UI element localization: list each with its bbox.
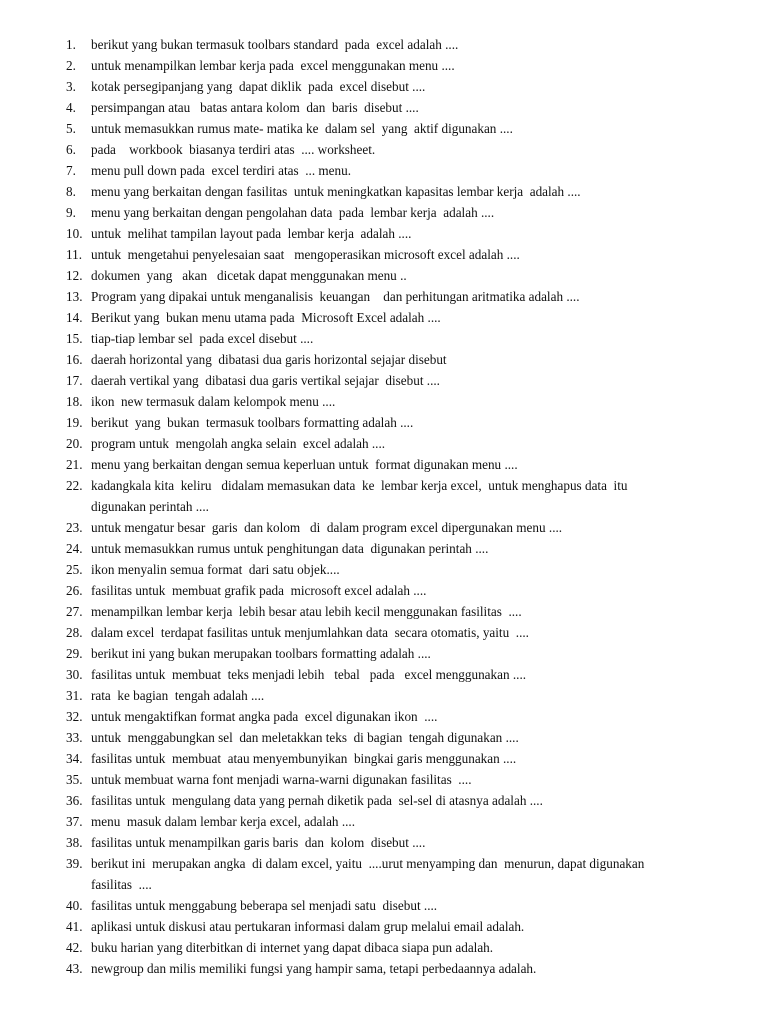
question-number: 27. (66, 604, 83, 619)
question-item (0, 181, 768, 202)
question-text: menu yang berkaitan dengan pengolahan data pada lembar kerja adalah .... (91, 205, 495, 220)
question-text: fasilitas untuk menampilkan garis baris dan kolom disebut .... (91, 835, 426, 850)
question-item (0, 790, 768, 811)
question-number: 35. (66, 772, 83, 787)
question-item (0, 55, 768, 76)
question-number: 12. (66, 268, 83, 283)
question-item (0, 664, 768, 685)
question-item (0, 937, 768, 958)
question-text: untuk memasukkan rumus mate- matika ke dalam sel yang aktif digunakan .... (91, 121, 513, 136)
question-text: untuk membuat warna font menjadi warna-warni digunakan fasilitas .... (91, 772, 472, 787)
question-number: 11. (66, 247, 82, 262)
question-number: 23. (66, 520, 83, 535)
question-text: fasilitas untuk membuat atau menyembunyikan bingkai garis menggunakan .... (91, 751, 517, 766)
question-number: 20. (66, 436, 83, 451)
question-item (0, 475, 768, 496)
question-item (0, 811, 768, 832)
question-text: daerah vertikal yang dibatasi dua garis vertikal sejajar disebut .... (91, 373, 440, 388)
question-text: buku harian yang diterbitkan di internet yang dapat dibaca siapa pun adalah. (91, 940, 494, 955)
question-number: 31. (66, 688, 83, 703)
question-item (0, 685, 768, 706)
question-item (0, 307, 768, 328)
question-text: menampilkan lembar kerja lebih besar atau lebih kecil menggunakan fasilitas .... (91, 604, 522, 619)
question-number: 29. (66, 646, 83, 661)
question-item (0, 517, 768, 538)
question-item (0, 223, 768, 244)
question-text: untuk menampilkan lembar kerja pada excel menggunakan menu .... (91, 58, 455, 73)
question-item (0, 139, 768, 160)
question-number: 22. (66, 478, 83, 493)
question-item (0, 643, 768, 664)
question-text: berikut yang bukan termasuk toolbars standard pada excel adalah .... (91, 37, 459, 52)
question-item (0, 76, 768, 97)
question-item (0, 706, 768, 727)
question-text: rata ke bagian tengah adalah .... (91, 688, 265, 703)
question-number: 24. (66, 541, 83, 556)
question-text: berikut ini yang bukan merupakan toolbars formatting adalah .... (91, 646, 431, 661)
question-number: 19. (66, 415, 83, 430)
question-text: untuk mengatur besar garis dan kolom di dalam program excel dipergunakan menu .... (91, 520, 563, 535)
question-item (0, 265, 768, 286)
question-text: Berikut yang bukan menu utama pada Microsoft Excel adalah .... (91, 310, 441, 325)
question-text: untuk menggabungkan sel dan meletakkan teks di bagian tengah digunakan .... (91, 730, 519, 745)
question-text: menu pull down pada excel terdiri atas ... menu. (91, 163, 352, 178)
question-item (0, 433, 768, 454)
question-item (0, 118, 768, 139)
question-text: berikut ini merupakan angka di dalam excel, yaitu ....urut menyamping dan menurun, dapat digunakan (91, 856, 645, 871)
question-item (0, 202, 768, 223)
question-number: 42. (66, 940, 83, 955)
question-number: 17. (66, 373, 83, 388)
question-item (0, 601, 768, 622)
question-text: persimpangan atau batas antara kolom dan baris disebut .... (91, 100, 419, 115)
question-item (0, 34, 768, 55)
question-text: dalam excel terdapat fasilitas untuk menjumlahkan data secara otomatis, yaitu .... (91, 625, 529, 640)
question-item (0, 412, 768, 433)
question-number: 37. (66, 814, 83, 829)
question-text: ikon menyalin semua format dari satu objek.... (91, 562, 340, 577)
question-number: 1. (66, 37, 76, 52)
question-item (0, 328, 768, 349)
question-text: daerah horizontal yang dibatasi dua garis horizontal sejajar disebut (91, 352, 447, 367)
question-number: 32. (66, 709, 83, 724)
question-number: 21. (66, 457, 83, 472)
question-item (0, 769, 768, 790)
question-number: 33. (66, 730, 83, 745)
question-text: aplikasi untuk diskusi atau pertukaran informasi dalam grup melalui email adalah. (91, 919, 525, 934)
question-item (0, 580, 768, 601)
question-text: menu yang berkaitan dengan semua keperluan untuk format digunakan menu .... (91, 457, 518, 472)
question-text: tiap-tiap lembar sel pada excel disebut .... (91, 331, 314, 346)
question-number: 18. (66, 394, 83, 409)
question-text: fasilitas untuk mengulang data yang pernah diketik pada sel-sel di atasnya adalah .... (91, 793, 543, 808)
question-text: program untuk mengolah angka selain excel adalah .... (91, 436, 386, 451)
question-item (0, 370, 768, 391)
question-text: fasilitas untuk membuat grafik pada microsoft excel adalah .... (91, 583, 427, 598)
question-number: 15. (66, 331, 83, 346)
question-text: fasilitas untuk membuat teks menjadi lebih tebal pada excel menggunakan .... (91, 667, 527, 682)
question-item (0, 538, 768, 559)
question-item (0, 832, 768, 853)
question-text: kadangkala kita keliru didalam memasukan data ke lembar kerja excel, untuk menghapus data itu (91, 478, 628, 493)
question-number: 13. (66, 289, 83, 304)
question-text: Program yang dipakai untuk menganalisis keuangan dan perhitungan aritmatika adalah .... (91, 289, 580, 304)
question-text: untuk memasukkan rumus untuk penghitungan data digunakan perintah .... (91, 541, 489, 556)
question-number: 3. (66, 79, 76, 94)
question-item (0, 916, 768, 937)
question-item (0, 244, 768, 265)
question-number: 28. (66, 625, 83, 640)
question-item (0, 958, 768, 979)
question-item (0, 622, 768, 643)
question-item (0, 97, 768, 118)
question-number: 25. (66, 562, 83, 577)
question-text: pada workbook biasanya terdiri atas .... worksheet. (91, 142, 376, 157)
question-item (0, 349, 768, 370)
question-number: 40. (66, 898, 83, 913)
question-text: untuk mengetahui penyelesaian saat mengoperasikan microsoft excel adalah .... (91, 247, 520, 262)
question-item (0, 160, 768, 181)
question-text: ikon new termasuk dalam kelompok menu .... (91, 394, 336, 409)
question-number: 26. (66, 583, 83, 598)
question-text: berikut yang bukan termasuk toolbars formatting adalah .... (91, 415, 414, 430)
question-text: kotak persegipanjang yang dapat diklik pada excel disebut .... (91, 79, 426, 94)
question-number: 41. (66, 919, 83, 934)
question-number: 14. (66, 310, 83, 325)
question-item (0, 286, 768, 307)
question-item (0, 391, 768, 412)
question-item (0, 727, 768, 748)
question-text-continuation: digunakan perintah .... (91, 499, 209, 514)
question-number: 9. (66, 205, 76, 220)
question-number: 7. (66, 163, 76, 178)
question-item (0, 559, 768, 580)
question-text: untuk melihat tampilan layout pada lembar kerja adalah .... (91, 226, 412, 241)
question-number: 2. (66, 58, 76, 73)
question-number: 5. (66, 121, 76, 136)
question-number: 30. (66, 667, 83, 682)
question-item (0, 853, 768, 874)
question-text-continuation: fasilitas .... (91, 877, 152, 892)
question-text: newgroup dan milis memiliki fungsi yang hampir sama, tetapi perbedaannya adalah. (91, 961, 537, 976)
question-text: untuk mengaktifkan format angka pada excel digunakan ikon .... (91, 709, 438, 724)
question-list (0, 34, 768, 979)
question-number: 43. (66, 961, 83, 976)
question-number: 10. (66, 226, 83, 241)
question-text: fasilitas untuk menggabung beberapa sel menjadi satu disebut .... (91, 898, 438, 913)
question-number: 4. (66, 100, 76, 115)
question-text: menu masuk dalam lembar kerja excel, adalah .... (91, 814, 356, 829)
question-number: 16. (66, 352, 83, 367)
question-item (0, 454, 768, 475)
question-number: 39. (66, 856, 83, 871)
question-text: menu yang berkaitan dengan fasilitas untuk meningkatkan kapasitas lembar kerja adalah .... (91, 184, 581, 199)
question-item (0, 748, 768, 769)
question-number: 6. (66, 142, 76, 157)
question-number: 36. (66, 793, 83, 808)
question-number: 34. (66, 751, 83, 766)
question-number: 38. (66, 835, 83, 850)
question-number: 8. (66, 184, 76, 199)
question-text: dokumen yang akan dicetak dapat menggunakan menu .. (91, 268, 407, 283)
question-item (0, 895, 768, 916)
